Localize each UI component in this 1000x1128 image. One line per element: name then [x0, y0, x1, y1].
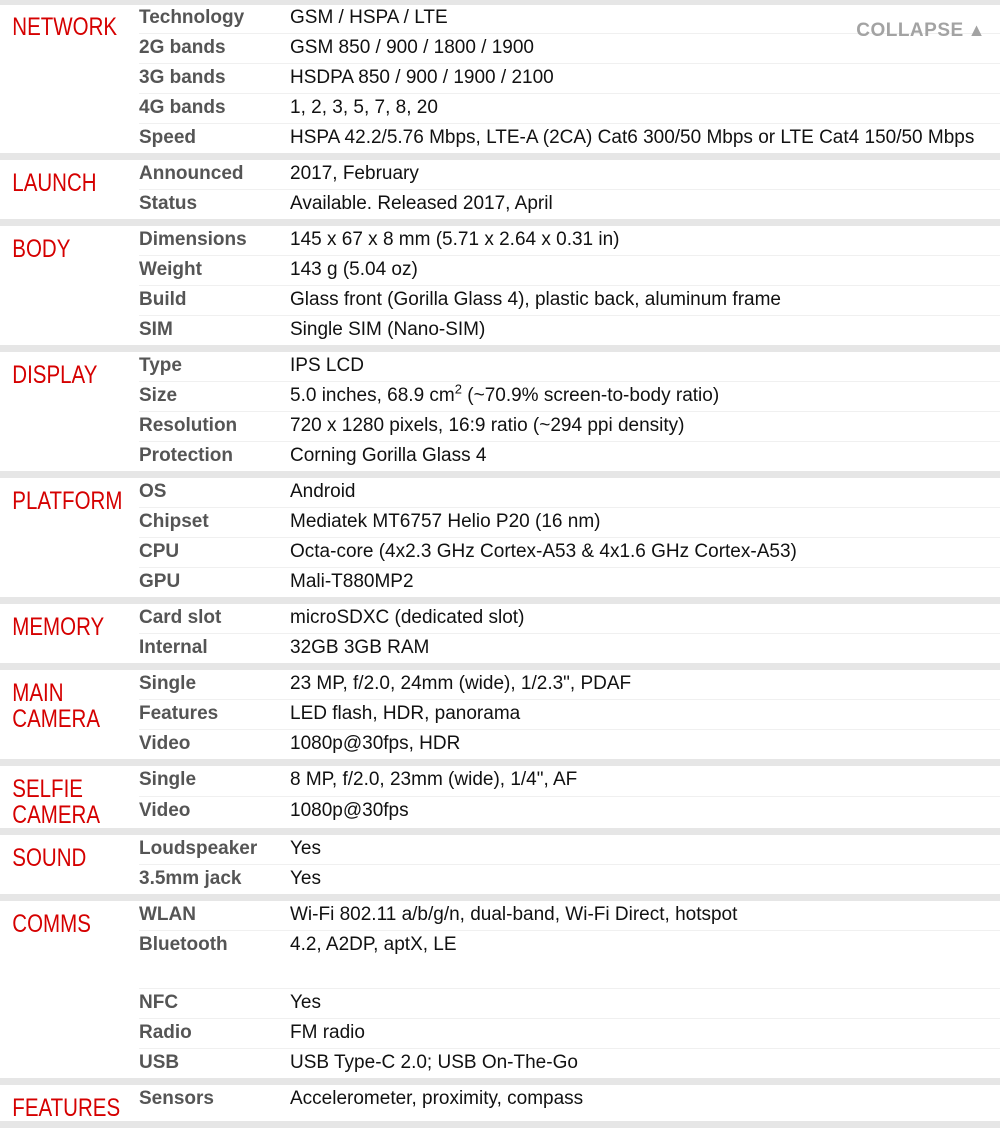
spec-value: FM radio	[290, 1019, 1000, 1049]
spec-row	[0, 730, 1000, 763]
section-category-label[interactable]: BODY	[12, 235, 71, 263]
spec-title[interactable]: Size	[139, 382, 290, 412]
spec-value: Yes	[290, 868, 321, 889]
spec-row	[0, 64, 1000, 94]
spec-value	[290, 382, 1000, 412]
spec-row	[0, 1019, 1000, 1049]
spec-row	[0, 124, 1000, 157]
spec-value: Wi-Fi 802.11 a/b/g/n, dual-band, Wi-Fi Direct, hotspot	[290, 901, 1000, 931]
spec-value: 23 MP, f/2.0, 24mm (wide), 1/2.3", PDAF	[290, 670, 1000, 700]
collapse-label: COLLAPSE	[856, 20, 964, 41]
spec-value: 2017, February	[290, 160, 1000, 190]
spec-value: 145 x 67 x 8 mm (5.71 x 2.64 x 0.31 in)	[290, 226, 1000, 256]
spec-row	[0, 4, 1000, 34]
spec-value: 1080p@30fps, HDR	[290, 733, 461, 754]
spec-title[interactable]: Technology	[139, 4, 290, 34]
spec-row	[0, 1085, 1000, 1125]
spec-value: LED flash, HDR, panorama	[290, 700, 1000, 730]
spec-row	[0, 568, 1000, 601]
spec-row	[0, 538, 1000, 568]
spec-title[interactable]: Internal	[139, 637, 208, 658]
spec-row	[0, 316, 1000, 349]
spec-section-comms	[0, 901, 1000, 1085]
collapse-button[interactable]	[856, 20, 986, 42]
section-category-label[interactable]: FEATURES	[12, 1094, 121, 1122]
spec-row	[0, 1049, 1000, 1082]
spec-row	[0, 865, 1000, 898]
spec-value-text-after: (~70.9% screen-to-body ratio)	[462, 385, 720, 406]
spec-row	[0, 226, 1000, 256]
spec-title[interactable]: Announced	[139, 160, 290, 190]
spec-value: 143 g (5.04 oz)	[290, 256, 1000, 286]
spec-row	[0, 160, 1000, 190]
spec-value: Yes	[290, 835, 1000, 865]
section-category-label[interactable]: MAIN CAMERA	[12, 679, 101, 733]
section-category-label[interactable]: MEMORY	[12, 613, 105, 641]
spec-row	[0, 442, 1000, 475]
spec-section-main-camera	[0, 670, 1000, 766]
spec-row	[0, 34, 1000, 64]
spec-title[interactable]: Chipset	[139, 508, 290, 538]
spec-section-network	[0, 4, 1000, 160]
spec-section-platform	[0, 478, 1000, 604]
spec-value: HSDPA 850 / 900 / 1900 / 2100	[290, 64, 1000, 94]
spec-value: 720 x 1280 pixels, 16:9 ratio (~294 ppi density)	[290, 412, 1000, 442]
section-category-label[interactable]: SELFIE CAMERA	[12, 775, 101, 829]
spec-title[interactable]: Features	[139, 700, 290, 730]
triangle-up-icon: ▲	[967, 20, 986, 40]
section-category-label[interactable]: COMMS	[12, 910, 91, 938]
spec-title[interactable]: NFC	[139, 989, 290, 1019]
spec-row	[0, 634, 1000, 667]
section-category-label[interactable]: PLATFORM	[12, 487, 123, 515]
spec-value: Octa-core (4x2.3 GHz Cortex-A53 & 4x1.6 GHz Cortex-A53)	[290, 538, 1000, 568]
spec-value: Corning Gorilla Glass 4	[290, 445, 487, 466]
spec-value-text: 5.0 inches, 68.9 cm	[290, 385, 455, 406]
spec-row	[0, 700, 1000, 730]
spec-title[interactable]: Dimensions	[139, 226, 290, 256]
spec-title[interactable]: Single	[139, 766, 290, 797]
spec-section-memory	[0, 604, 1000, 670]
spec-row	[0, 478, 1000, 508]
spec-title[interactable]: Weight	[139, 256, 290, 286]
spec-row	[0, 604, 1000, 634]
spec-title[interactable]: Single	[139, 670, 290, 700]
spec-value: Accelerometer, proximity, compass	[290, 1088, 584, 1109]
spec-row	[0, 989, 1000, 1019]
spec-row	[0, 508, 1000, 538]
spec-title[interactable]: Sensors	[139, 1088, 214, 1109]
spec-value: Single SIM (Nano-SIM)	[290, 319, 486, 340]
spec-section-launch	[0, 160, 1000, 226]
spec-title[interactable]: Type	[139, 352, 290, 382]
spec-section-selfie-camera	[0, 766, 1000, 835]
section-category-label[interactable]: DISPLAY	[12, 361, 98, 389]
spec-value: Available. Released 2017, April	[290, 193, 553, 214]
spec-section-features	[0, 1085, 1000, 1128]
spec-value-superscript: 2	[454, 381, 462, 397]
spec-title[interactable]: Build	[139, 286, 290, 316]
spec-row	[0, 797, 1000, 832]
spec-value: 8 MP, f/2.0, 23mm (wide), 1/4", AF	[290, 766, 1000, 797]
spec-row	[0, 412, 1000, 442]
spec-value: Mediatek MT6757 Helio P20 (16 nm)	[290, 508, 1000, 538]
spec-section-display	[0, 352, 1000, 478]
spec-title[interactable]: GPU	[139, 571, 181, 592]
spec-value: microSDXC (dedicated slot)	[290, 604, 1000, 634]
spec-row	[0, 835, 1000, 865]
spec-title[interactable]: Protection	[139, 445, 233, 466]
spec-value: Mali-T880MP2	[290, 571, 414, 592]
spec-row	[0, 94, 1000, 124]
spec-value: Android	[290, 478, 1000, 508]
spec-title[interactable]: OS	[139, 478, 290, 508]
spec-value: 1080p@30fps	[290, 800, 409, 822]
spec-row	[0, 382, 1000, 412]
spec-row	[0, 352, 1000, 382]
spec-title[interactable]: 2G bands	[139, 34, 290, 64]
spec-value: GSM 850 / 900 / 1800 / 1900	[290, 34, 1000, 64]
spec-title[interactable]: USB	[139, 1052, 180, 1073]
section-category-label[interactable]: NETWORK	[12, 13, 118, 41]
spec-title[interactable]: Bluetooth	[139, 931, 290, 989]
spec-value: IPS LCD	[290, 352, 1000, 382]
spec-title[interactable]: CPU	[139, 538, 290, 568]
spec-row	[0, 256, 1000, 286]
spec-title[interactable]: SIM	[139, 319, 173, 340]
spec-value: Glass front (Gorilla Glass 4), plastic back, aluminum frame	[290, 286, 1000, 316]
spec-title[interactable]: 4G bands	[139, 94, 290, 124]
section-category-label[interactable]: LAUNCH	[12, 169, 97, 197]
spec-value: Yes	[290, 989, 1000, 1019]
spec-row	[0, 766, 1000, 797]
spec-row	[0, 190, 1000, 223]
section-category-label[interactable]: SOUND	[12, 844, 87, 872]
spec-title[interactable]: 3.5mm jack	[139, 868, 242, 889]
spec-value: 32GB 3GB RAM	[290, 637, 430, 658]
spec-section-sound	[0, 835, 1000, 901]
spec-title[interactable]: WLAN	[139, 901, 290, 931]
spec-title[interactable]: Speed	[139, 127, 197, 148]
spec-row	[0, 286, 1000, 316]
spec-row	[0, 901, 1000, 931]
spec-row	[0, 670, 1000, 700]
spec-title[interactable]: Resolution	[139, 412, 290, 442]
spec-title[interactable]: Status	[139, 193, 198, 214]
spec-value: GSM / HSPA / LTE	[290, 4, 1000, 34]
spec-value: 1, 2, 3, 5, 7, 8, 20	[290, 94, 1000, 124]
spec-title[interactable]: Video	[139, 800, 191, 822]
spec-title[interactable]: Card slot	[139, 604, 290, 634]
spec-value: HSPA 42.2/5.76 Mbps, LTE-A (2CA) Cat6 300/50 Mbps or LTE Cat4 150/50 Mbps	[290, 127, 975, 148]
spec-value: 4.2, A2DP, aptX, LE	[290, 931, 1000, 989]
spec-row	[0, 931, 1000, 989]
spec-title[interactable]: Video	[139, 733, 191, 754]
spec-section-body	[0, 226, 1000, 352]
spec-title[interactable]: Loudspeaker	[139, 835, 290, 865]
spec-value: USB Type-C 2.0; USB On-The-Go	[290, 1052, 578, 1073]
spec-title[interactable]: Radio	[139, 1019, 290, 1049]
spec-title[interactable]: 3G bands	[139, 64, 290, 94]
